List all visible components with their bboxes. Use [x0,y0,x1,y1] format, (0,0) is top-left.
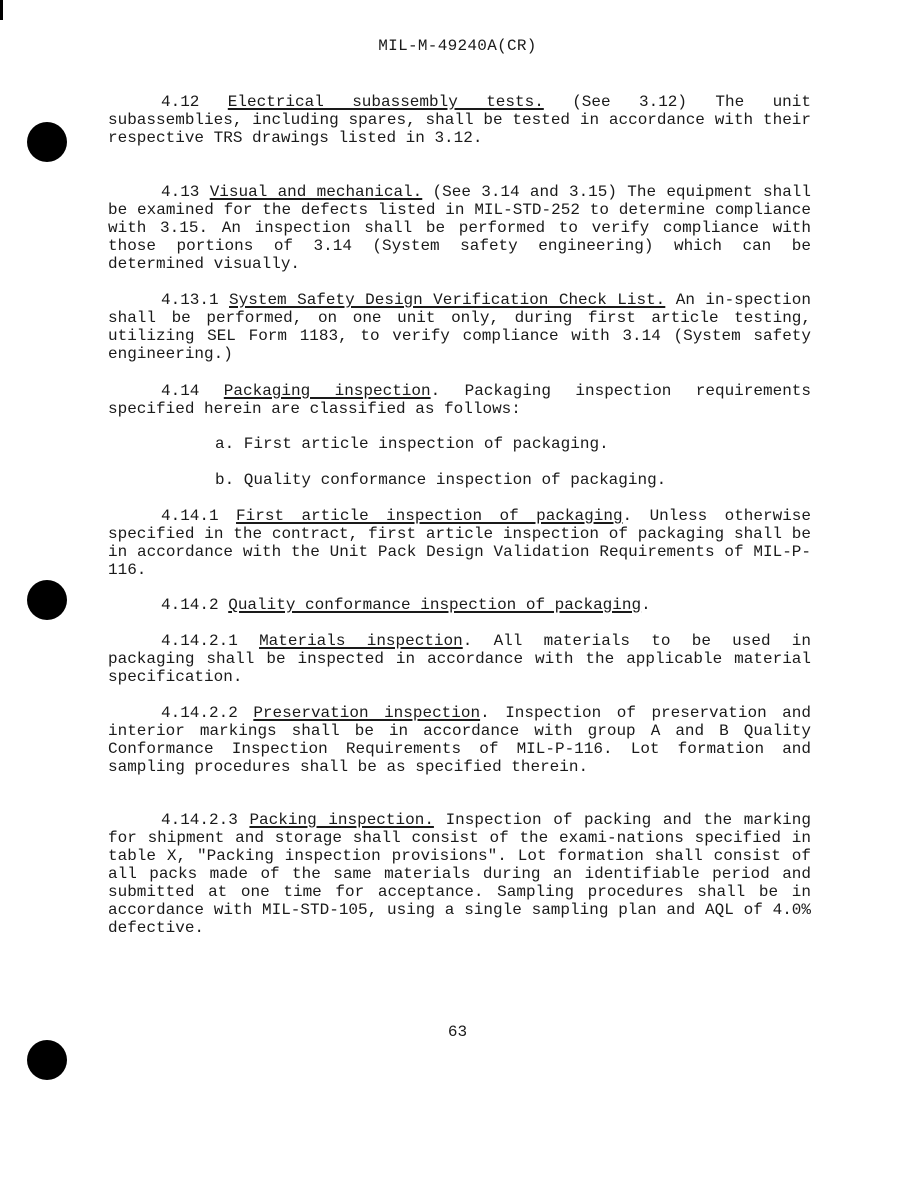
section-text: . Packaging inspection requirements specified herein are classified as follows: [108,382,811,418]
punch-hole-middle [27,580,67,620]
section-title: Electrical subassembly tests. [227,93,544,111]
section-title: Quality conformance inspection of packaging [228,596,642,614]
section-text: Inspection of packing and the marking for shipment and storage shall consist of the exami-nations specified in table X, "Packing inspection provisions". Lot formation shall consist of all packs made of the same materials during an identifiable period and submitted at one time for acceptance. Sampling procedures shall be in accordance with MIL-STD-105, using a single sampling plan and AQL of 4.0% defective. [108,811,811,937]
section-4-12 [108,93,811,147]
punch-hole-bottom [27,1040,67,1080]
section-number: 4.13.1 [161,291,219,309]
section-4-13 [108,183,811,273]
section-title: Packaging inspection [223,382,431,400]
section-text: . All materials to be used in packaging shall be inspected in accordance with the applicable material specification. [108,632,811,686]
section-4-14-2-2 [108,704,811,776]
section-4-14-1 [108,507,811,579]
document-header: MIL-M-49240A(CR) [378,37,537,55]
section-title: System Safety Design Verification Check List. [229,291,666,309]
section-number: 4.14.2.1 [161,632,238,650]
scan-edge-mark [0,0,3,20]
section-text: (See 3.12) The unit subassemblies, including spares, shall be tested in accordance with their respective TRS drawings listed in 3.12. [108,93,811,147]
section-number: 4.14 [161,382,200,400]
section-title: Packing inspection. [249,811,434,829]
section-4-14-2-1 [108,632,811,686]
section-title: Preservation inspection [253,704,481,722]
punch-hole-top [27,122,67,162]
section-number: 4.12 [161,93,200,111]
section-number: 4.14.1 [161,507,219,525]
section-4-14-2-3 [108,811,811,937]
section-4-14-2 [108,596,811,614]
section-number: 4.13 [161,183,200,201]
section-title: Materials inspection [259,632,463,650]
section-4-14 [108,382,811,418]
page-number: 63 [447,1023,468,1041]
section-title: First article inspection of packaging [236,507,623,525]
section-title: Visual and mechanical. [209,183,423,201]
section-text: . [641,596,651,614]
section-text: . Inspection of preservation and interior markings shall be in accordance with group A and B Quality Conformance Inspection Requirements of MIL-P-116. Lot formation and sampling procedures shall be as specified therein. [108,704,811,776]
list-item-b: b. Quality conformance inspection of packaging. [215,471,667,489]
section-text: (See 3.14 and 3.15) The equipment shall be examined for the defects listed in MIL-STD-252 to determine compliance with 3.15. An inspection shall be performed to verify compliance with those portions of 3.14 (System safety engineering) which can be determined visually. [108,183,812,273]
list-item-a: a. First article inspection of packaging. [215,435,609,453]
section-text: An in-spection shall be performed, on one unit only, during first article testing, utilizing SEL Form 1183, to verify compliance with 3.14 (System safety engineering.) [108,291,811,363]
section-4-13-1 [108,291,811,363]
section-number: 4.14.2.2 [161,704,238,722]
section-text: . Unless otherwise specified in the contract, first article inspection of packaging shall be in accordance with the Unit Pack Design Validation Requirements of MIL-P-116. [108,507,811,579]
section-number: 4.14.2.3 [161,811,238,829]
section-number: 4.14.2 [161,596,219,614]
